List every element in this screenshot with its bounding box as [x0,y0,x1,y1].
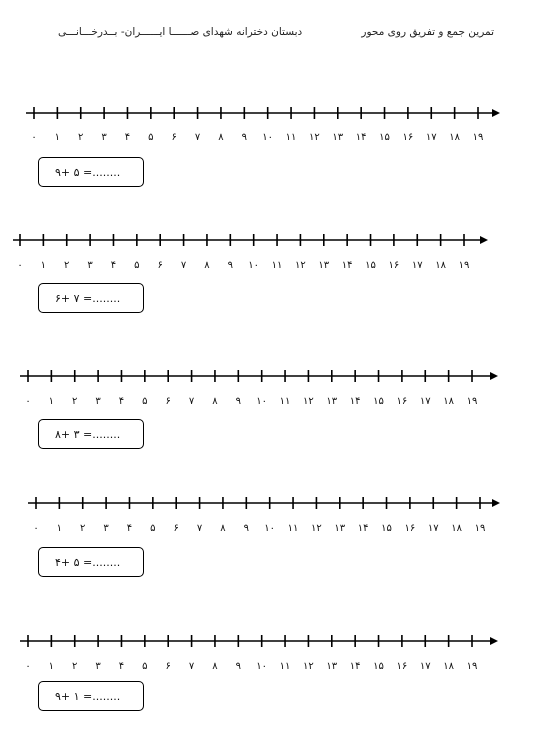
tick-label: ۳ [95,396,101,407]
tick-label: ۱۷ [419,661,431,672]
tick-label: ۳ [87,260,93,271]
tick-label: ۱۰ [262,132,274,143]
tick-label: ۰ [33,523,39,534]
tick-label: ۰ [17,260,23,271]
tick-label: ۱۶ [388,260,400,271]
tick-label: ۱۸ [449,132,461,143]
tick-label: ۱۰ [256,661,268,672]
tick-label: ۱ [48,661,55,672]
tick-label: ۸ [220,523,226,534]
tick-label: ۱۱ [271,260,283,271]
tick-label: ۶ [173,523,179,534]
arrow-head-icon [490,372,498,380]
tick-label: ۱ [56,523,63,534]
tick-label: ۱۰ [256,396,268,407]
tick-label: ۱۹ [472,132,484,143]
tick-label: ۱۵ [381,523,392,534]
tick-label: ۱۰ [264,523,276,534]
tick-label: ۶ [165,661,171,672]
tick-label: ۱۱ [279,396,291,407]
tick-label: ۱۷ [411,260,423,271]
tick-label: ۱۹ [466,661,478,672]
school-name: دبستان دخترانه شهدای صــــــا ایــــــران- بــدرخـــانـــی [58,26,303,38]
tick-label: ۱۳ [318,260,330,271]
answer-box[interactable] [38,681,144,711]
tick-label: ۰ [25,396,31,407]
tick-label: ۱۸ [435,260,447,271]
tick-label: ۱۳ [332,132,344,143]
exercise-expression: ۹+ ۵ =........ [55,166,121,179]
tick-label: ۱۷ [419,396,431,407]
number-line [28,497,500,534]
tick-label: ۱۸ [443,396,455,407]
tick-label: ۵ [148,132,154,143]
worksheet-title: تمرین جمع و تفریق روی محور [361,26,494,38]
tick-label: ۵ [134,260,140,271]
tick-label: ۱۲ [303,396,314,407]
exercise-expression: ۹+ ۱ =........ [55,690,121,703]
tick-label: ۴ [124,132,131,143]
tick-label: ۱۴ [349,661,361,672]
tick-label: ۱۳ [334,523,346,534]
tick-label: ۸ [218,132,224,143]
tick-label: ۱۶ [396,396,408,407]
arrow-head-icon [490,637,498,645]
tick-label: ۱۵ [379,132,390,143]
tick-label: ۱۶ [404,523,416,534]
tick-label: ۱۴ [341,260,353,271]
tick-label: ۰ [31,132,37,143]
answer-box[interactable] [38,547,144,577]
tick-label: ۳ [95,661,101,672]
tick-label: ۱۴ [355,132,367,143]
tick-label: ۱۶ [402,132,414,143]
tick-label: ۱۲ [311,523,322,534]
tick-label: ۱ [54,132,61,143]
tick-label: ۷ [180,260,187,271]
tick-label: ۶ [157,260,163,271]
tick-label: ۹ [235,661,242,672]
exercise-expression: ۴+ ۵ =........ [55,556,121,569]
tick-label: ۹ [243,523,250,534]
answer-box[interactable] [38,157,144,187]
tick-label: ۱۵ [365,260,376,271]
tick-label: ۹ [227,260,234,271]
tick-label: ۱۹ [474,523,486,534]
tick-label: ۱۵ [373,396,384,407]
number-line [13,234,488,271]
tick-label: ۶ [171,132,177,143]
tick-label: ۵ [142,396,148,407]
tick-label: ۱۷ [427,523,439,534]
tick-label: ۱۳ [326,661,338,672]
tick-label: ۱۸ [451,523,463,534]
tick-label: ۷ [188,661,195,672]
tick-label: ۸ [212,661,218,672]
tick-label: ۹ [241,132,248,143]
tick-label: ۸ [204,260,210,271]
tick-label: ۷ [188,396,195,407]
tick-label: ۱۰ [248,260,260,271]
tick-label: ۴ [110,260,117,271]
tick-label: ۳ [103,523,109,534]
tick-label: ۵ [142,661,148,672]
tick-label: ۱۲ [303,661,314,672]
tick-label: ۲ [72,396,78,407]
tick-label: ۱۷ [425,132,437,143]
tick-label: ۹ [235,396,242,407]
tick-label: ۲ [72,661,78,672]
tick-label: ۳ [101,132,107,143]
tick-label: ۱۳ [326,396,338,407]
tick-label: ۱۵ [373,661,384,672]
tick-label: ۱۴ [357,523,369,534]
tick-label: ۲ [78,132,84,143]
tick-label: ۱۲ [295,260,306,271]
number-line [26,107,500,143]
tick-label: ۱۹ [466,396,478,407]
tick-label: ۱۱ [285,132,297,143]
arrow-head-icon [480,236,488,244]
tick-label: ۴ [118,661,125,672]
tick-label: ۱۱ [287,523,299,534]
number-line [20,635,498,672]
exercise-expression: ۶+ ۷ =........ [55,292,121,305]
arrow-head-icon [492,109,500,117]
tick-label: ۱۴ [349,396,361,407]
tick-label: ۶ [165,396,171,407]
tick-label: ۰ [25,661,31,672]
tick-label: ۷ [194,132,201,143]
answer-box[interactable] [38,419,144,449]
tick-label: ۸ [212,396,218,407]
tick-label: ۱ [40,260,47,271]
number-line [20,370,498,407]
tick-label: ۱ [48,396,55,407]
tick-label: ۲ [64,260,70,271]
tick-label: ۲ [80,523,86,534]
arrow-head-icon [492,499,500,507]
exercise-expression: ۸+ ۳ =........ [55,428,121,441]
tick-label: ۱۲ [309,132,320,143]
tick-label: ۱۹ [458,260,470,271]
tick-label: ۱۸ [443,661,455,672]
tick-label: ۱۶ [396,661,408,672]
tick-label: ۵ [150,523,156,534]
tick-label: ۴ [126,523,133,534]
tick-label: ۴ [118,396,125,407]
tick-label: ۷ [196,523,203,534]
tick-label: ۱۱ [279,661,291,672]
answer-box[interactable] [38,283,144,313]
